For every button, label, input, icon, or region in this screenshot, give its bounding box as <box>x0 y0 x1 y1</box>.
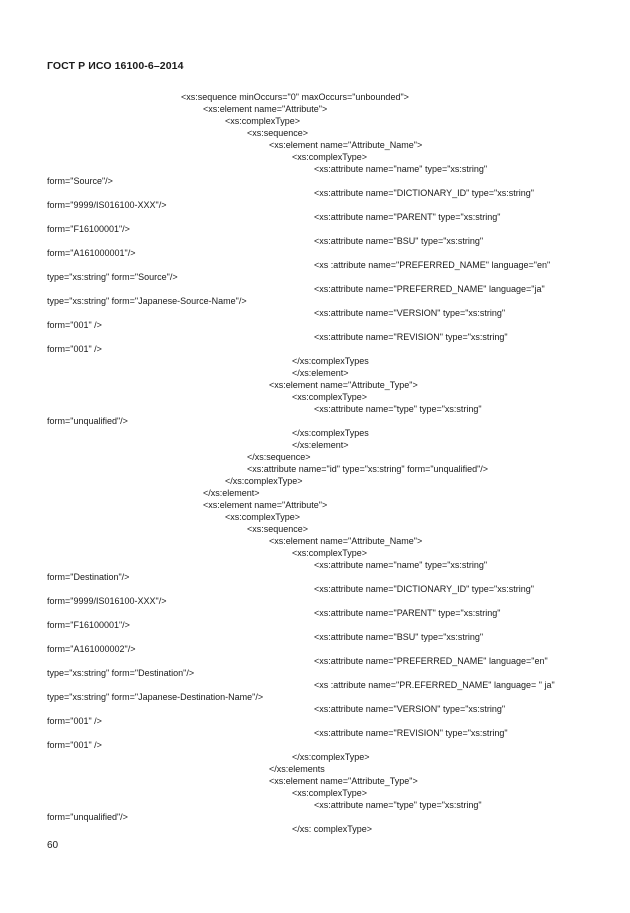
code-line <box>0 199 630 211</box>
code-line-text: type="xs:string" form="Japanese-Source-Name"/> <box>47 296 247 306</box>
code-line <box>0 739 630 751</box>
code-line <box>0 571 630 583</box>
code-line-text: form="9999/IS016100-XXX"/> <box>47 200 167 210</box>
code-line <box>0 583 630 595</box>
code-line <box>0 211 630 223</box>
code-line <box>0 175 630 187</box>
code-line <box>0 271 630 283</box>
code-line <box>0 163 630 175</box>
code-line-text: form="A161000002"/> <box>47 644 136 654</box>
code-line <box>0 139 630 151</box>
code-line <box>0 619 630 631</box>
code-line <box>0 751 630 763</box>
code-line-text: <xs:element name="Attribute_Type"> <box>269 776 418 786</box>
code-line <box>0 115 630 127</box>
code-line-text: <xs:element name="Attribute"> <box>203 500 328 510</box>
code-line-text: form="A161000001"/> <box>47 248 136 258</box>
code-line-text: <xs:complexType> <box>225 512 301 522</box>
code-line-text: </xs:elements <box>269 764 325 774</box>
code-line-text: <xs:sequence> <box>247 128 309 138</box>
code-line-text: form="9999/IS016100-XXX"/> <box>47 596 167 606</box>
code-line <box>0 379 630 391</box>
code-line-text: <xs:attribute name="DICTIONARY_ID" type="xs:string" <box>314 188 534 198</box>
code-line-text: <xs:complexType> <box>292 548 368 558</box>
code-line <box>0 451 630 463</box>
code-line <box>0 235 630 247</box>
code-line-text: <xs:attribute name="VERSION" type="xs:string" <box>314 704 506 714</box>
code-line-text: <xs:attribute name="PREFERRED_NAME" language="en" <box>314 656 548 666</box>
code-line <box>0 799 630 811</box>
code-line <box>0 319 630 331</box>
code-line <box>0 415 630 427</box>
code-line-text: </xs:element> <box>203 488 260 498</box>
code-line-text: <xs:attribute name="id" type="xs:string" form="unqualified"/> <box>247 464 489 474</box>
code-line <box>0 391 630 403</box>
code-line <box>0 187 630 199</box>
code-line <box>0 295 630 307</box>
code-line <box>0 355 630 367</box>
xml-schema-code-block <box>0 91 630 835</box>
code-line-text: <xs:sequence> <box>247 524 309 534</box>
code-line-text: <xs:sequence minOccurs="0" maxOccurs="unbounded"> <box>181 92 409 102</box>
code-line-text: <xs :attribute name="PREFERRED_NAME" language="en" <box>314 260 551 270</box>
code-line-text: form="F16100001"/> <box>47 224 130 234</box>
code-line-text: <xs:complexType> <box>225 116 301 126</box>
code-line-text: <xs:attribute name="name" type="xs:string" <box>314 164 488 174</box>
code-line <box>0 643 630 655</box>
code-line <box>0 547 630 559</box>
code-line-text: </xs: complexType> <box>292 824 373 834</box>
code-line-text: </xs:sequence> <box>247 452 311 462</box>
code-line <box>0 331 630 343</box>
code-line-text: <xs:element name="Attribute_Name"> <box>269 536 423 546</box>
page-number: 60 <box>47 840 59 851</box>
code-line-text: <xs:element name="Attribute_Name"> <box>269 140 423 150</box>
code-line <box>0 763 630 775</box>
code-line-text: form="Source"/> <box>47 176 113 186</box>
code-line <box>0 499 630 511</box>
code-line-text: <xs:attribute name="PARENT" type="xs:string" <box>314 608 501 618</box>
code-line <box>0 691 630 703</box>
code-line <box>0 475 630 487</box>
code-line <box>0 223 630 235</box>
code-line <box>0 523 630 535</box>
code-line-text: <xs:complexType> <box>292 152 368 162</box>
code-line-text: <xs:attribute name="PARENT" type="xs:string" <box>314 212 501 222</box>
code-line-text: form="unqualified"/> <box>47 812 128 822</box>
code-line <box>0 667 630 679</box>
code-line <box>0 151 630 163</box>
code-line-text: <xs:attribute name="name" type="xs:string" <box>314 560 488 570</box>
code-line-text: form="001" /> <box>47 716 102 726</box>
code-line-text: </xs:complexType> <box>225 476 303 486</box>
code-line <box>0 127 630 139</box>
code-line <box>0 103 630 115</box>
code-line <box>0 463 630 475</box>
code-line-text: <xs:attribute name="DICTIONARY_ID" type="xs:string" <box>314 584 534 594</box>
code-line <box>0 91 630 103</box>
code-line <box>0 259 630 271</box>
code-line <box>0 511 630 523</box>
code-line <box>0 715 630 727</box>
code-line-text: <xs:element name="Attribute"> <box>203 104 328 114</box>
code-line-text: </xs:element> <box>292 440 349 450</box>
code-line-text: </xs:complexType> <box>292 752 370 762</box>
code-line-text: <xs :attribute name="PR.EFERRED_NAME" language= " ja" <box>314 680 555 690</box>
code-line <box>0 811 630 823</box>
code-line <box>0 367 630 379</box>
code-line <box>0 247 630 259</box>
document-header: ГОСТ Р ИСО 16100-6–2014 <box>47 60 184 72</box>
code-line <box>0 607 630 619</box>
code-line-text: <xs:attribute name="type" type="xs:string" <box>314 800 482 810</box>
code-line <box>0 487 630 499</box>
code-line <box>0 787 630 799</box>
code-line-text: form="001" /> <box>47 344 102 354</box>
code-line-text: form="F16100001"/> <box>47 620 130 630</box>
code-line-text: type="xs:string" form="Japanese-Destination-Name"/> <box>47 692 264 702</box>
code-line <box>0 427 630 439</box>
code-line-text: form="Destination"/> <box>47 572 130 582</box>
code-line <box>0 823 630 835</box>
code-line-text: form="001" /> <box>47 740 102 750</box>
code-line-text: <xs:attribute name="BSU" type="xs:string" <box>314 632 484 642</box>
code-line-text: <xs:attribute name="REVISION" type="xs:string" <box>314 728 508 738</box>
code-line <box>0 595 630 607</box>
code-line-text: type="xs:string" form="Source"/> <box>47 272 178 282</box>
code-line-text: <xs:attribute name="type" type="xs:string" <box>314 404 482 414</box>
code-line <box>0 559 630 571</box>
code-line <box>0 307 630 319</box>
code-line-text: <xs:complexType> <box>292 392 368 402</box>
code-line <box>0 403 630 415</box>
code-line-text: </xs:complexTypes <box>292 356 369 366</box>
code-line <box>0 655 630 667</box>
code-line <box>0 439 630 451</box>
code-line-text: <xs:attribute name="BSU" type="xs:string" <box>314 236 484 246</box>
code-line <box>0 283 630 295</box>
code-line <box>0 631 630 643</box>
code-line-text: <xs:element name="Attribute_Type"> <box>269 380 418 390</box>
code-line-text: type="xs:string" form="Destination"/> <box>47 668 195 678</box>
code-line-text: <xs:attribute name="PREFERRED_NAME" language="ja" <box>314 284 545 294</box>
code-line-text: <xs:attribute name="REVISION" type="xs:string" <box>314 332 508 342</box>
code-line-text: </xs:complexTypes <box>292 428 369 438</box>
code-line-text: form="unqualified"/> <box>47 416 128 426</box>
code-line-text: form="001" /> <box>47 320 102 330</box>
code-line <box>0 703 630 715</box>
code-line-text: <xs:attribute name="VERSION" type="xs:string" <box>314 308 506 318</box>
code-line <box>0 727 630 739</box>
code-line <box>0 679 630 691</box>
code-line <box>0 535 630 547</box>
code-line <box>0 343 630 355</box>
code-line-text: </xs:element> <box>292 368 349 378</box>
code-line-text: <xs:complexType> <box>292 788 368 798</box>
code-line <box>0 775 630 787</box>
